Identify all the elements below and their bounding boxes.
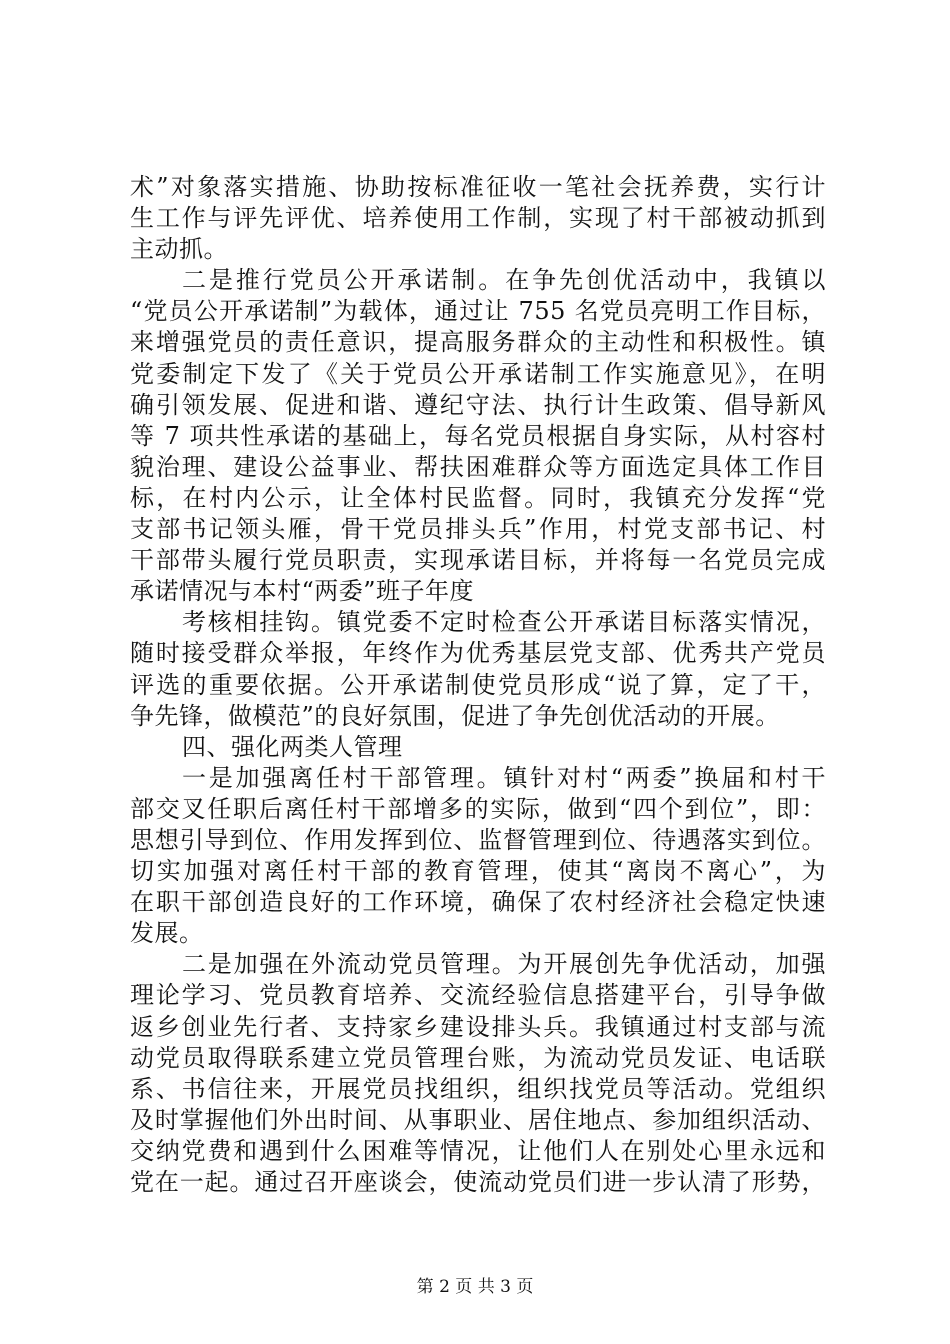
text-line: 发展。: [130, 919, 204, 948]
text-line: 确引领发展、促进和谐、遵纪守法、执行计生政策、倡导新风: [130, 390, 826, 419]
text-line: 貌治理、建设公益事业、帮扶困难群众等方面选定具体工作目: [130, 452, 826, 481]
text-line: 考核相挂钩。镇党委不定时检查公开承诺目标落实情况，: [182, 608, 826, 637]
text-line: 交纳党费和遇到什么困难等情况，让他们人在别处心里永远和: [130, 1136, 826, 1165]
page-footer: 第 2 页 共 3 页: [416, 1277, 534, 1297]
text-line: 部交叉任职后离任村干部增多的实际，做到“四个到位”，即：: [130, 794, 826, 823]
text-line: 党在一起。通过召开座谈会，使流动党员们进一步认清了形势，: [130, 1168, 826, 1196]
text-line: 随时接受群众举报，年终作为优秀基层党支部、优秀共产党员: [130, 639, 826, 668]
text-line: 承诺情况与本村“两委”班子年度: [130, 577, 475, 606]
text-line: 一是加强离任村干部管理。镇针对村“两委”换届和村干: [182, 763, 826, 792]
text-line: 术”对象落实措施、协助按标准征收一笔社会抚养费，实行计: [130, 173, 826, 201]
text-line: 生工作与评先评优、培养使用工作制，实现了村干部被动抓到: [130, 204, 826, 233]
text-line: 主动抓。: [130, 235, 228, 264]
text-line: 及时掌握他们外出时间、从事职业、居住地点、参加组织活动、: [130, 1105, 826, 1134]
document-body: [130, 172, 826, 1198]
text-line: 在职干部创造良好的工作环境，确保了农村经济社会稳定快速: [130, 888, 826, 917]
text-line: 切实加强对离任村干部的教育管理，使其“离岗不离心”，为: [130, 857, 826, 886]
text-line: 党委制定下发了《关于党员公开承诺制工作实施意见》，在明: [130, 359, 826, 388]
text-line: 思想引导到位、作用发挥到位、监督管理到位、待遇落实到位。: [130, 825, 826, 854]
text-line: 二是推行党员公开承诺制。在争先创优活动中，我镇以: [182, 266, 826, 295]
text-line: 来增强党员的责任意识，提高服务群众的主动性和积极性。镇: [130, 328, 826, 357]
text-line: 等 7 项共性承诺的基础上，每名党员根据自身实际，从村容村: [130, 421, 826, 450]
text-line: “党员公开承诺制”为载体，通过让 755 名党员亮明工作目标，: [130, 297, 826, 326]
text-line: 二是加强在外流动党员管理。为开展创先争优活动，加强: [182, 950, 826, 979]
text-line: 标，在村内公示，让全体村民监督。同时，我镇充分发挥“党: [130, 483, 826, 512]
text-line: 四、强化两类人管理: [182, 732, 403, 761]
text-line: 争先锋，做模范”的良好氛围，促进了争先创优活动的开展。: [130, 701, 780, 730]
text-line: 返乡创业先行者、支持家乡建设排头兵。我镇通过村支部与流: [130, 1012, 826, 1041]
text-line: 系、书信往来，开展党员找组织，组织找党员等活动。党组织: [130, 1074, 826, 1103]
text-line: 理论学习、党员教育培养、交流经验信息搭建平台，引导争做: [130, 981, 826, 1010]
text-line: 支部书记领头雁，骨干党员排头兵”作用，村党支部书记、村: [130, 515, 826, 544]
text-line: 干部带头履行党员职责，实现承诺目标，并将每一名党员完成: [130, 546, 826, 575]
text-line: 动党员取得联系建立党员管理台账，为流动党员发证、电话联: [130, 1043, 826, 1072]
text-line: 评选的重要依据。公开承诺制使党员形成“说了算，定了干，: [130, 670, 826, 699]
